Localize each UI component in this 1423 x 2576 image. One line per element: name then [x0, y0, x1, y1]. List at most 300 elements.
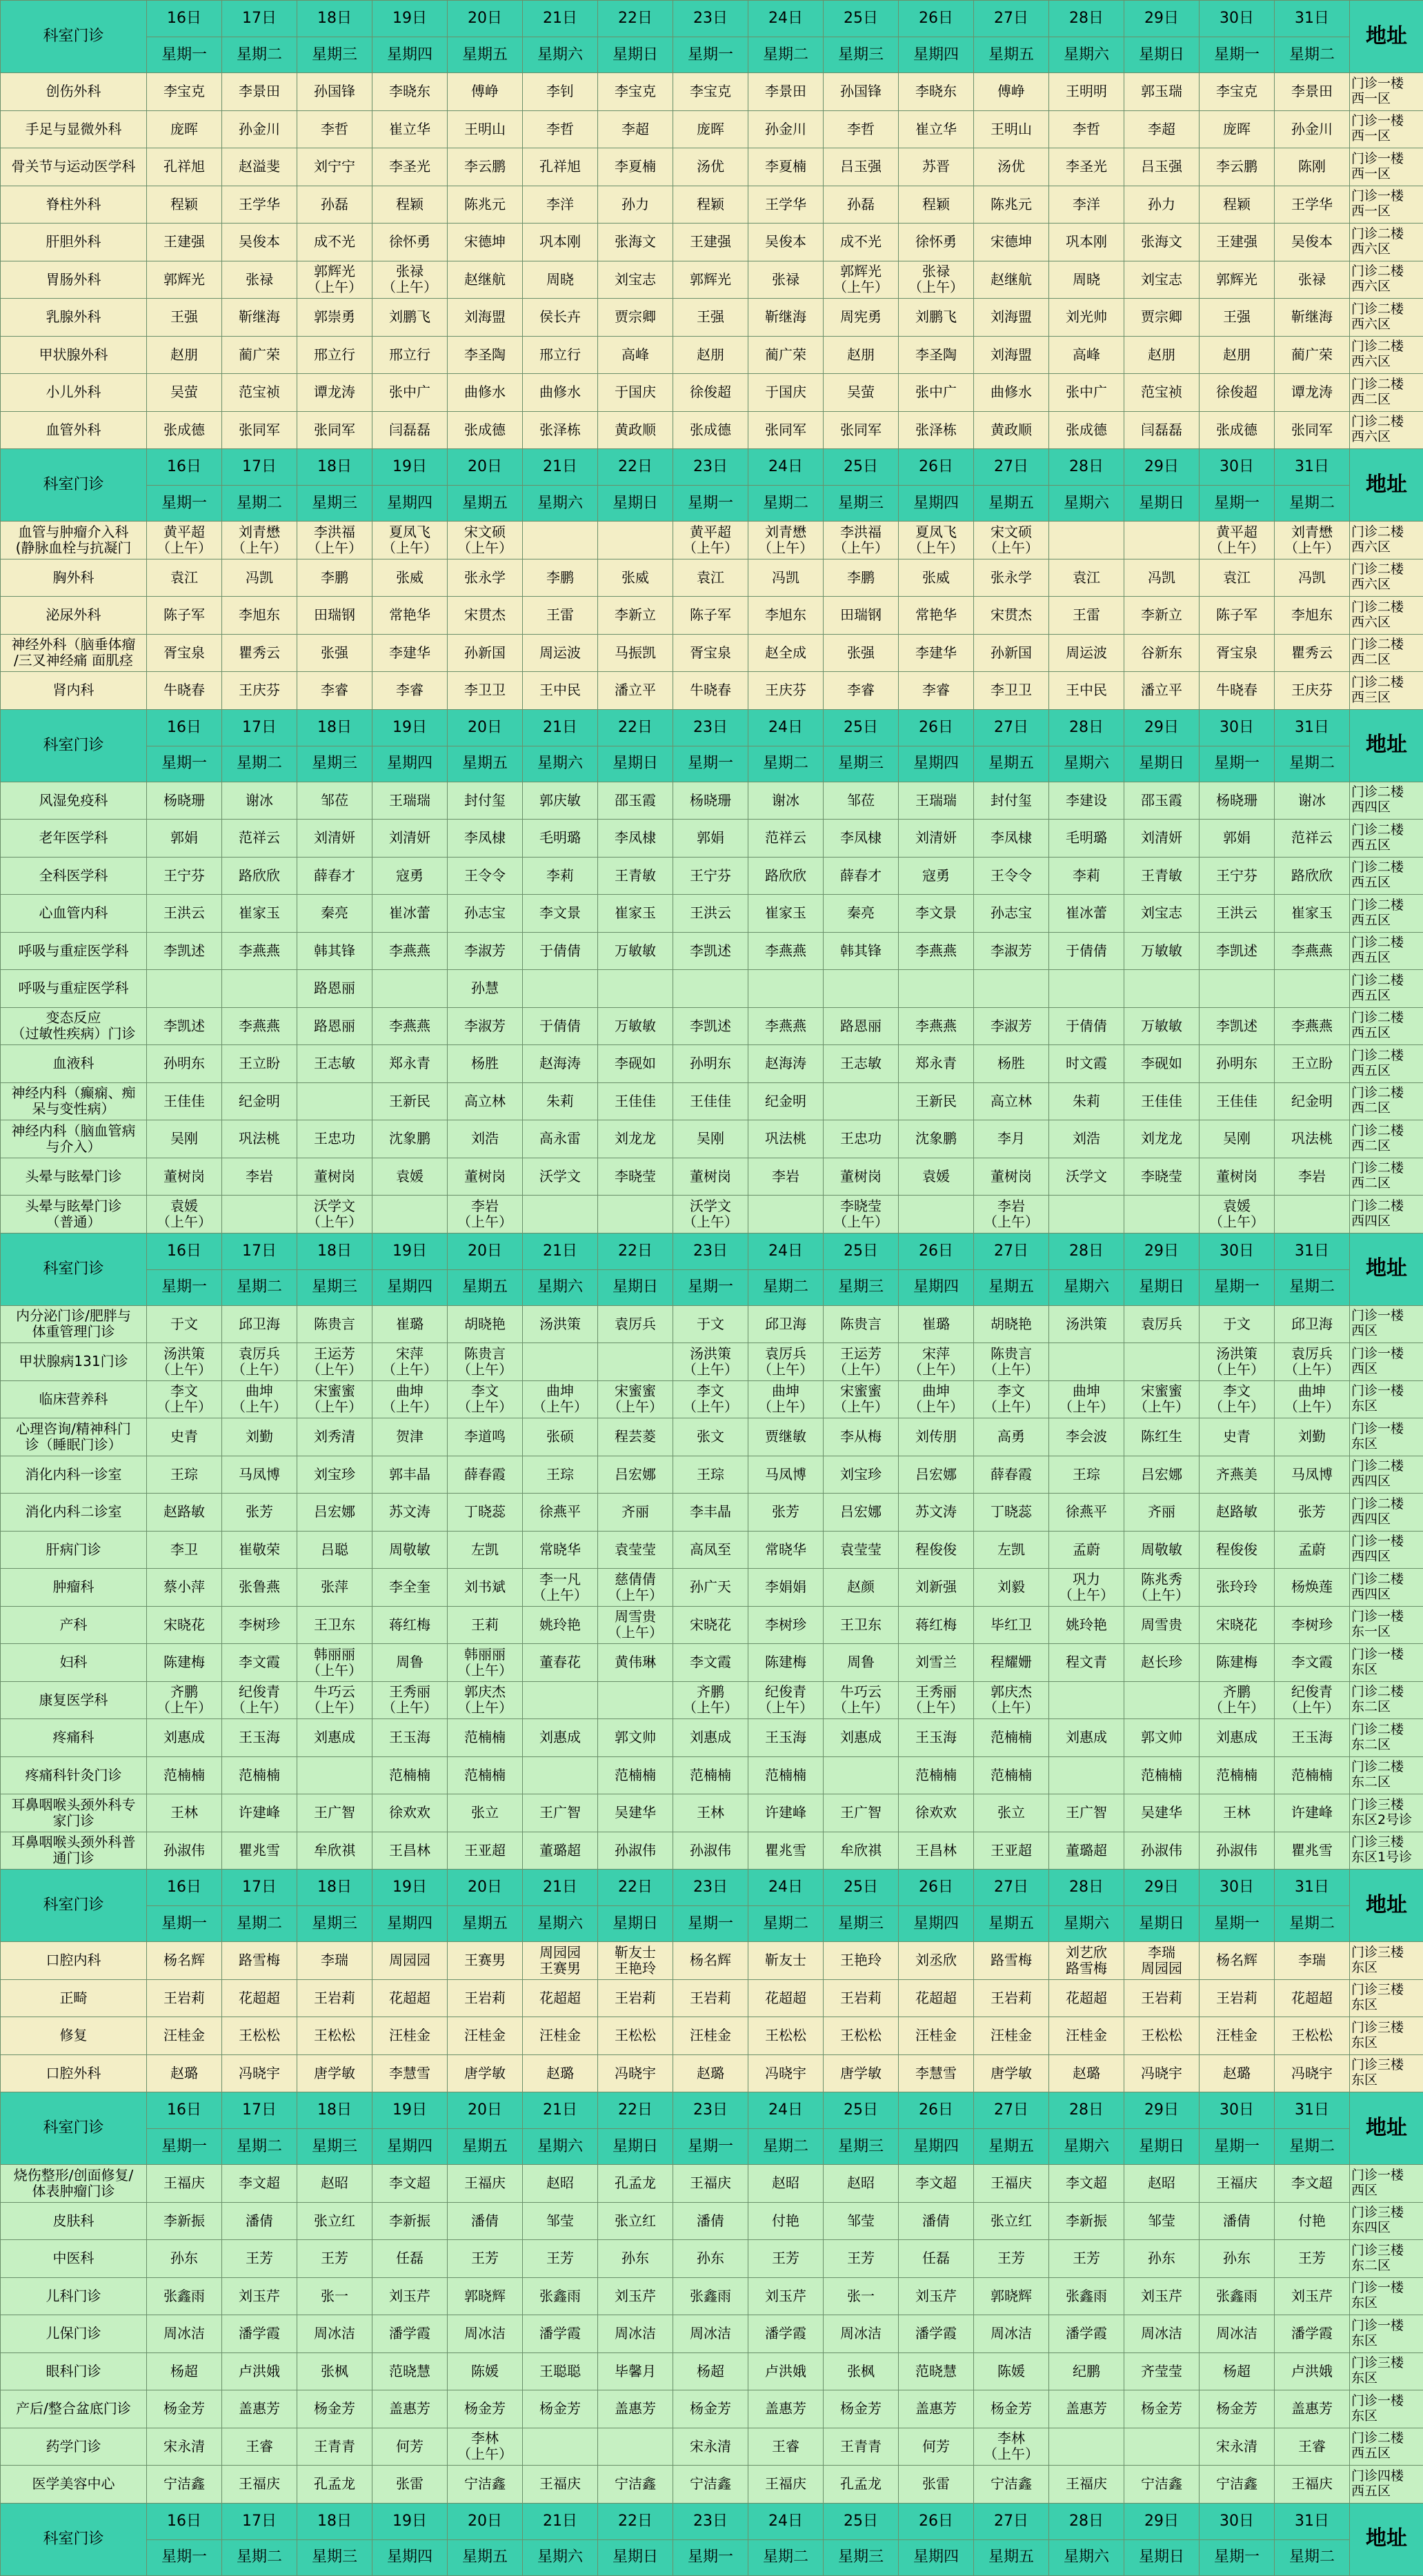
doctor-cell: 苏晋	[899, 148, 974, 186]
doctor-cell: 曲坤 （上午）	[523, 1380, 598, 1418]
clinic-address: 门诊二楼 西四区	[1350, 1196, 1423, 1233]
doctor-cell: 吕宏娜	[1124, 1456, 1200, 1494]
schedule-row	[1, 1569, 1423, 1607]
department-name: 内分泌门诊/肥胖与 体重管理门诊	[1, 1305, 147, 1343]
doctor-cell: 董树岗	[824, 1158, 899, 1196]
weekday-header: 星期五	[448, 2539, 523, 2575]
doctor-cell: 杨名辉	[147, 1942, 222, 1980]
schedule-row	[1, 1120, 1423, 1158]
doctor-cell: 寇勇	[899, 857, 974, 895]
doctor-cell: 王琮	[523, 1456, 598, 1494]
doctor-cell: 董树岗	[1200, 1158, 1275, 1196]
doctor-cell: 杨超	[1200, 2352, 1275, 2390]
doctor-cell: 王松松	[1124, 2017, 1200, 2055]
weekday-header: 星期三	[824, 37, 899, 73]
department-name: 甲状腺外科	[1, 336, 147, 374]
doctor-cell: 刘龙龙	[598, 1120, 673, 1158]
doctor-cell: 王福庆	[1275, 2466, 1350, 2504]
date-header: 25日	[824, 2503, 899, 2539]
department-name: 脊柱外科	[1, 186, 147, 224]
doctor-cell: 庞晖	[673, 110, 748, 148]
doctor-cell: 范楠楠	[673, 1756, 748, 1794]
doctor-cell: 瞿兆雪	[1275, 1832, 1350, 1870]
doctor-cell: 崔立华	[899, 110, 974, 148]
doctor-cell: 李圣光	[1049, 148, 1124, 186]
doctor-cell	[1049, 522, 1124, 559]
weekday-header: 星期一	[147, 1906, 222, 1942]
doctor-cell: 姚玲艳	[1049, 1606, 1124, 1644]
doctor-cell: 孔孟龙	[824, 2466, 899, 2504]
date-header: 26日	[899, 2503, 974, 2539]
doctor-cell: 张成德	[448, 411, 523, 449]
date-header: 29日	[1124, 2092, 1200, 2129]
doctor-cell: 崔家玉	[222, 895, 297, 933]
doctor-cell: 张鑫雨	[523, 2277, 598, 2315]
doctor-cell: 孙东	[673, 2240, 748, 2278]
department-name: 风湿免疫科	[1, 782, 147, 820]
doctor-cell: 王中民	[523, 672, 598, 710]
doctor-cell: 潘倩	[899, 2202, 974, 2240]
doctor-cell: 宋永清	[673, 2428, 748, 2466]
doctor-cell: 邹莅	[297, 782, 372, 820]
header-row-dates	[1, 1233, 1423, 1269]
doctor-cell: 孙淑伟	[147, 1832, 222, 1870]
doctor-cell: 宋蜜蜜 （上午）	[297, 1380, 372, 1418]
department-name: 耳鼻咽喉头颈外科专 家门诊	[1, 1794, 147, 1832]
doctor-cell: 李圣光	[372, 148, 448, 186]
doctor-cell: 路欣欣	[748, 857, 824, 895]
date-header: 19日	[372, 2092, 448, 2129]
doctor-cell: 周冰洁	[147, 2315, 222, 2353]
weekday-header: 星期六	[523, 486, 598, 522]
doctor-cell: 李淑芳	[448, 932, 523, 970]
clinic-address: 门诊一楼 西四区	[1350, 1531, 1423, 1569]
doctor-cell: 李晓莹	[1124, 1158, 1200, 1196]
doctor-cell	[598, 1681, 673, 1719]
date-header: 19日	[372, 1, 448, 37]
doctor-cell: 侯长卉	[523, 299, 598, 337]
date-header: 23日	[673, 449, 748, 486]
doctor-cell	[748, 1196, 824, 1233]
doctor-cell: 谷新东	[1124, 634, 1200, 672]
doctor-cell: 郭辉光	[673, 261, 748, 299]
doctor-cell: 刘玉芹	[1124, 2277, 1200, 2315]
doctor-cell: 王福庆	[1200, 2165, 1275, 2203]
doctor-cell: 田瑞钢	[824, 597, 899, 635]
clinic-address: 门诊一楼 东区	[1350, 1418, 1423, 1456]
header-row-dates	[1, 449, 1423, 486]
weekday-header: 星期六	[1049, 37, 1124, 73]
doctor-cell	[1124, 1681, 1200, 1719]
doctor-cell: 贺津	[372, 1418, 448, 1456]
weekday-header: 星期五	[448, 2129, 523, 2165]
department-name: 肾内科	[1, 672, 147, 710]
date-header: 25日	[824, 2092, 899, 2129]
weekday-header: 星期二	[1275, 37, 1350, 73]
doctor-cell: 周冰洁	[448, 2315, 523, 2353]
weekday-header: 星期六	[523, 2129, 598, 2165]
doctor-cell: 张成德	[673, 411, 748, 449]
doctor-cell: 周敬敏	[1124, 1531, 1200, 1569]
doctor-cell: 张枫	[297, 2352, 372, 2390]
doctor-cell: 李旭东	[748, 597, 824, 635]
date-header: 26日	[899, 1, 974, 37]
schedule-row	[1, 1756, 1423, 1794]
weekday-header: 星期六	[1049, 2129, 1124, 2165]
doctor-cell: 邵玉霞	[1124, 782, 1200, 820]
doctor-cell: 程颖	[899, 186, 974, 224]
doctor-cell: 崔家玉	[1275, 895, 1350, 933]
doctor-cell: 张海文	[598, 224, 673, 261]
doctor-cell: 陈贵言	[297, 1305, 372, 1343]
doctor-cell: 汤洪策 （上午）	[1200, 1343, 1275, 1381]
doctor-cell: 李旭东	[1275, 597, 1350, 635]
doctor-cell: 王玉海	[899, 1719, 974, 1757]
doctor-cell: 陈兆元	[974, 186, 1049, 224]
doctor-cell: 杨金芳	[1200, 2390, 1275, 2428]
doctor-cell: 孔孟龙	[598, 2165, 673, 2203]
clinic-address: 门诊三楼 东区	[1350, 1942, 1423, 1980]
doctor-cell: 赵璐	[673, 2054, 748, 2092]
date-header: 26日	[899, 449, 974, 486]
weekday-header: 星期五	[974, 486, 1049, 522]
doctor-cell: 刘雪兰	[899, 1644, 974, 1682]
weekday-header: 星期一	[1200, 2129, 1275, 2165]
doctor-cell: 高永雷	[523, 1120, 598, 1158]
doctor-cell: 苏文涛	[372, 1494, 448, 1532]
doctor-cell: 胡晓艳	[974, 1305, 1049, 1343]
doctor-cell: 于国庆	[598, 374, 673, 412]
doctor-cell: 周园园 王赛男	[523, 1942, 598, 1980]
schedule-row	[1, 559, 1423, 597]
doctor-cell	[372, 1196, 448, 1233]
doctor-cell: 孙明东	[673, 1045, 748, 1083]
doctor-cell: 王昌林	[372, 1832, 448, 1870]
doctor-cell: 陈兆元	[448, 186, 523, 224]
doctor-cell: 赵继航	[974, 261, 1049, 299]
doctor-cell: 李云鹏	[448, 148, 523, 186]
doctor-cell: 陈建梅	[147, 1644, 222, 1682]
doctor-cell: 范楠楠	[899, 1756, 974, 1794]
schedule-row	[1, 1794, 1423, 1832]
weekday-header: 星期六	[1049, 2539, 1124, 2575]
doctor-cell: 纪金明	[748, 1082, 824, 1120]
doctor-cell: 吴建华	[598, 1794, 673, 1832]
date-header: 19日	[372, 1233, 448, 1269]
schedule-row	[1, 522, 1423, 559]
doctor-cell: 宋蜜蜜 （上午）	[824, 1380, 899, 1418]
weekday-header: 星期一	[147, 2539, 222, 2575]
doctor-cell: 张芳	[748, 1494, 824, 1532]
department-name: 胃肠外科	[1, 261, 147, 299]
doctor-cell: 王洪云	[673, 895, 748, 933]
doctor-cell: 王芳	[748, 2240, 824, 2278]
doctor-cell: 张同军	[824, 411, 899, 449]
doctor-cell	[1124, 522, 1200, 559]
schedule-row	[1, 374, 1423, 412]
doctor-cell: 李燕燕	[1275, 932, 1350, 970]
doctor-cell: 赵昭	[523, 2165, 598, 2203]
doctor-cell: 王广智	[297, 1794, 372, 1832]
doctor-cell: 刘玉芹	[372, 2277, 448, 2315]
address-header: 地址	[1350, 1, 1423, 73]
date-header: 24日	[748, 1233, 824, 1269]
doctor-cell: 刘宝志	[598, 261, 673, 299]
date-header: 24日	[748, 2092, 824, 2129]
doctor-cell: 曲坤 （上午）	[222, 1380, 297, 1418]
clinic-address: 门诊一楼 东区	[1350, 2315, 1423, 2353]
weekday-header: 星期四	[372, 2129, 448, 2165]
doctor-cell: 邹莅	[824, 782, 899, 820]
doctor-cell: 范宝祯	[1124, 374, 1200, 412]
doctor-cell: 齐鹏 （上午）	[147, 1681, 222, 1719]
doctor-cell: 王洪云	[1200, 895, 1275, 933]
date-header: 22日	[598, 1, 673, 37]
address-header: 地址	[1350, 709, 1423, 782]
weekday-header: 星期六	[523, 1906, 598, 1942]
department-name: 中医科	[1, 2240, 147, 2278]
doctor-cell: 董树岗	[448, 1158, 523, 1196]
doctor-cell: 孙淑伟	[673, 1832, 748, 1870]
doctor-cell: 赵璐	[1200, 2054, 1275, 2092]
doctor-cell: 崔璐	[372, 1305, 448, 1343]
weekday-header: 星期四	[899, 2539, 974, 2575]
doctor-cell: 王忠功	[297, 1120, 372, 1158]
doctor-cell: 李树珍	[222, 1606, 297, 1644]
doctor-cell: 王福庆	[147, 2165, 222, 2203]
doctor-cell: 范楠楠	[1124, 1756, 1200, 1794]
header-row-dates	[1, 2092, 1423, 2129]
date-header: 19日	[372, 1870, 448, 1906]
schedule-row	[1, 1343, 1423, 1381]
doctor-cell: 张同军	[1275, 411, 1350, 449]
doctor-cell: 宋文硕 （上午）	[974, 522, 1049, 559]
department-name: 消化内科一诊室	[1, 1456, 147, 1494]
date-header: 18日	[297, 1870, 372, 1906]
doctor-cell	[523, 970, 598, 1008]
weekday-header: 星期日	[1124, 2539, 1200, 2575]
weekday-header: 星期二	[1275, 486, 1350, 522]
doctor-cell: 潘立平	[598, 672, 673, 710]
doctor-cell	[1049, 970, 1124, 1008]
doctor-cell: 赵朋	[824, 336, 899, 374]
department-name: 头晕与眩晕门诊 （普通）	[1, 1196, 147, 1233]
doctor-cell: 张立红	[297, 2202, 372, 2240]
doctor-cell: 胡晓艳	[448, 1305, 523, 1343]
doctor-cell: 王玉海	[748, 1719, 824, 1757]
doctor-cell: 崔立华	[372, 110, 448, 148]
weekday-header: 星期二	[222, 2539, 297, 2575]
doctor-cell: 王运芳 （上午）	[297, 1343, 372, 1381]
doctor-cell: 李燕燕	[899, 1007, 974, 1045]
weekday-header: 星期三	[297, 2129, 372, 2165]
doctor-cell: 王卫东	[297, 1606, 372, 1644]
weekday-header: 星期五	[448, 746, 523, 782]
doctor-cell: 路恩丽	[297, 1007, 372, 1045]
date-header: 26日	[899, 2092, 974, 2129]
doctor-cell: 刘清妍	[372, 820, 448, 858]
doctor-cell: 宋萍 （上午）	[372, 1343, 448, 1381]
doctor-cell: 李林 （上午）	[448, 2428, 523, 2466]
doctor-cell: 刘鹏飞	[899, 299, 974, 337]
doctor-cell: 路恩丽	[824, 1007, 899, 1045]
department-name: 呼吸与重症医学科	[1, 932, 147, 970]
weekday-header: 星期二	[748, 746, 824, 782]
doctor-cell: 张雷	[372, 2466, 448, 2504]
department-name: 乳腺外科	[1, 299, 147, 337]
doctor-cell: 李建华	[372, 634, 448, 672]
doctor-cell: 宁洁鑫	[147, 2466, 222, 2504]
doctor-cell: 蔡小萍	[147, 1569, 222, 1607]
doctor-cell: 王青敏	[598, 857, 673, 895]
doctor-cell: 周鲁	[372, 1644, 448, 1682]
doctor-cell: 杨胜	[974, 1045, 1049, 1083]
doctor-cell: 王学华	[748, 186, 824, 224]
department-name: 老年医学科	[1, 820, 147, 858]
doctor-cell: 周雪贵	[1124, 1606, 1200, 1644]
weekday-header: 星期四	[372, 37, 448, 73]
date-header: 19日	[372, 449, 448, 486]
doctor-cell: 靳继海	[222, 299, 297, 337]
doctor-cell: 刘龙龙	[1124, 1120, 1200, 1158]
weekday-header: 星期二	[222, 37, 297, 73]
weekday-header: 星期四	[372, 1269, 448, 1305]
weekday-header: 星期六	[1049, 1269, 1124, 1305]
doctor-cell: 时文霞	[1049, 1045, 1124, 1083]
doctor-cell: 杨金芳	[1124, 2390, 1200, 2428]
doctor-cell: 马凤博	[1275, 1456, 1350, 1494]
weekday-header: 星期五	[448, 1906, 523, 1942]
doctor-cell: 宁洁鑫	[598, 2466, 673, 2504]
doctor-cell: 胥宝泉	[673, 634, 748, 672]
doctor-cell: 张鑫雨	[147, 2277, 222, 2315]
section-label: 科室门诊	[1, 2503, 147, 2575]
doctor-cell: 邹莹	[824, 2202, 899, 2240]
doctor-cell: 刘宁宁	[297, 148, 372, 186]
doctor-cell: 董璐超	[1049, 1832, 1124, 1870]
doctor-cell: 常晓华	[523, 1531, 598, 1569]
weekday-header: 星期三	[824, 1906, 899, 1942]
weekday-header: 星期六	[1049, 486, 1124, 522]
doctor-cell: 王庆芬	[1275, 672, 1350, 710]
weekday-header: 星期二	[748, 1269, 824, 1305]
doctor-cell: 邢立行	[523, 336, 598, 374]
clinic-address: 门诊二楼 西六区	[1350, 411, 1423, 449]
weekday-header: 星期日	[598, 2539, 673, 2575]
doctor-cell: 赵继航	[448, 261, 523, 299]
doctor-cell: 王明山	[974, 110, 1049, 148]
address-header: 地址	[1350, 2092, 1423, 2165]
doctor-cell: 周冰洁	[1200, 2315, 1275, 2353]
department-name: 烧伤整形/创面修复/ 体表肿瘤门诊	[1, 2165, 147, 2203]
date-header: 18日	[297, 1233, 372, 1269]
header-row-dates	[1, 2503, 1423, 2539]
weekday-header: 星期三	[824, 746, 899, 782]
doctor-cell: 王运芳 （上午）	[824, 1343, 899, 1381]
doctor-cell: 潘倩	[1200, 2202, 1275, 2240]
doctor-cell: 孙淑伟	[1124, 1832, 1200, 1870]
weekday-header: 星期二	[222, 1906, 297, 1942]
doctor-cell: 赵昭	[1124, 2165, 1200, 2203]
doctor-cell: 王睿	[1275, 2428, 1350, 2466]
schedule-row	[1, 820, 1423, 858]
doctor-cell: 杨晓珊	[673, 782, 748, 820]
department-name: 肝病门诊	[1, 1531, 147, 1569]
doctor-cell: 王秀丽 （上午）	[899, 1681, 974, 1719]
date-header: 31日	[1275, 449, 1350, 486]
doctor-cell: 齐丽	[1124, 1494, 1200, 1532]
date-header: 25日	[824, 1870, 899, 1906]
weekday-header: 星期五	[448, 1269, 523, 1305]
doctor-cell: 范楠楠	[598, 1756, 673, 1794]
doctor-cell: 李文霞	[222, 1644, 297, 1682]
doctor-cell: 寇勇	[372, 857, 448, 895]
address-header: 地址	[1350, 1870, 1423, 1942]
doctor-cell: 李凯述	[1200, 932, 1275, 970]
clinic-address: 门诊二楼 西五区	[1350, 820, 1423, 858]
doctor-cell: 盖惠芳	[899, 2390, 974, 2428]
doctor-cell: 盖惠芳	[1275, 2390, 1350, 2428]
doctor-cell: 赵昭	[748, 2165, 824, 2203]
doctor-cell: 蒋红梅	[899, 1606, 974, 1644]
date-header: 18日	[297, 709, 372, 746]
doctor-cell: 付艳	[1275, 2202, 1350, 2240]
doctor-cell: 巩法桃	[222, 1120, 297, 1158]
doctor-cell: 张硕	[523, 1418, 598, 1456]
doctor-cell: 齐鹏 （上午）	[673, 1681, 748, 1719]
doctor-cell: 蔺广荣	[1275, 336, 1350, 374]
doctor-cell	[1124, 1343, 1200, 1381]
doctor-cell: 张鑫雨	[1049, 2277, 1124, 2315]
schedule-row	[1, 672, 1423, 710]
schedule-row	[1, 186, 1423, 224]
doctor-cell: 刘宝志	[1124, 895, 1200, 933]
doctor-cell: 李莉	[1049, 857, 1124, 895]
clinic-address: 门诊二楼 西六区	[1350, 299, 1423, 337]
weekday-header: 星期三	[297, 1906, 372, 1942]
doctor-cell: 田瑞钢	[297, 597, 372, 635]
doctor-cell: 郑永青	[899, 1045, 974, 1083]
doctor-cell: 王松松	[1275, 2017, 1350, 2055]
doctor-cell: 左凯	[448, 1531, 523, 1569]
weekday-header: 星期日	[1124, 2129, 1200, 2165]
header-row-weekdays	[1, 1906, 1423, 1942]
weekday-header: 星期二	[1275, 2129, 1350, 2165]
doctor-cell: 徐俊超	[673, 374, 748, 412]
doctor-cell: 纪俊青 （上午）	[222, 1681, 297, 1719]
doctor-cell: 韩其锋	[297, 932, 372, 970]
doctor-cell: 孔孟龙	[297, 2466, 372, 2504]
doctor-cell: 左凯	[974, 1531, 1049, 1569]
schedule-row	[1, 1832, 1423, 1870]
weekday-header: 星期五	[448, 37, 523, 73]
department-name: 修复	[1, 2017, 147, 2055]
clinic-address: 门诊一楼 西区	[1350, 2165, 1423, 2203]
clinic-address: 门诊二楼 东二区	[1350, 1681, 1423, 1719]
date-header: 16日	[147, 2503, 222, 2539]
date-header: 29日	[1124, 449, 1200, 486]
doctor-cell: 李景田	[222, 73, 297, 111]
date-header: 29日	[1124, 2503, 1200, 2539]
date-header: 29日	[1124, 709, 1200, 746]
doctor-cell: 周晓	[523, 261, 598, 299]
doctor-cell: 李娟娟	[748, 1569, 824, 1607]
doctor-cell: 盖惠芳	[748, 2390, 824, 2428]
section-label: 科室门诊	[1, 449, 147, 522]
doctor-cell: 孙磊	[297, 186, 372, 224]
clinic-address: 门诊一楼 东一区	[1350, 1606, 1423, 1644]
doctor-cell: 张立红	[974, 2202, 1049, 2240]
